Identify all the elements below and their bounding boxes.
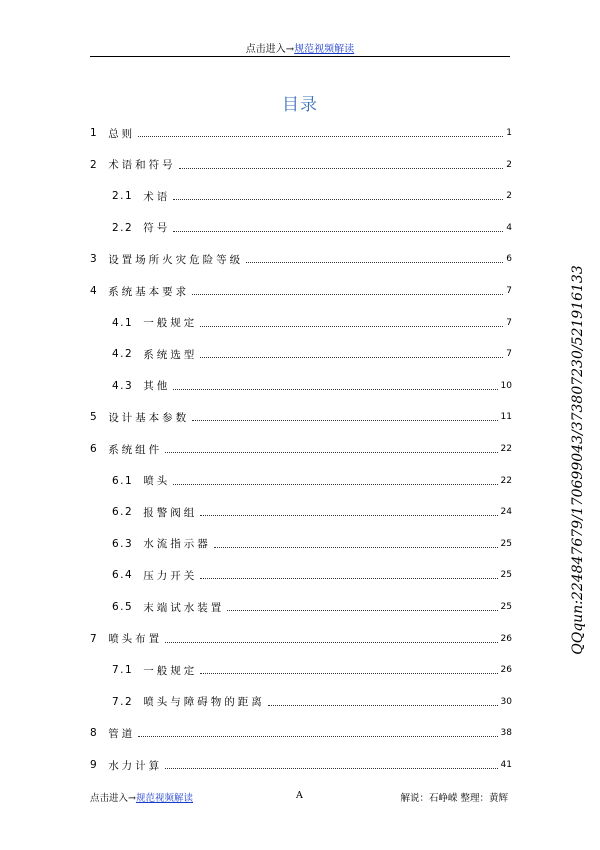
toc-entry-number: 1: [90, 127, 99, 139]
toc-entry-page: 22: [500, 475, 512, 486]
toc-entry-title: 其他: [143, 380, 171, 393]
toc-entry-number: 9: [90, 759, 99, 771]
toc-entry-page: 24: [500, 507, 512, 518]
toc-entry-title: 总则: [108, 127, 136, 140]
toc-entry-page: 30: [500, 696, 512, 707]
toc-entry-title: 一般规定: [143, 317, 198, 330]
toc-dot-leader: [179, 167, 503, 169]
toc-entry-number: 4.2: [112, 348, 134, 361]
toc-entry-title: 术语: [143, 190, 171, 203]
toc-dot-leader: [138, 735, 497, 737]
toc-entry[interactable]: [112, 187, 512, 205]
toc-entry[interactable]: [112, 472, 512, 490]
page-title: 目录: [282, 95, 318, 115]
toc-entry-page: 2: [506, 159, 512, 170]
toc-entry-title: 压力开关: [143, 569, 198, 582]
toc-dot-leader: [173, 483, 497, 485]
toc-entry[interactable]: [112, 566, 512, 584]
toc-dot-leader: [165, 767, 497, 769]
toc-entry[interactable]: [90, 250, 512, 268]
toc-entry-title: 术语和符号: [108, 159, 176, 172]
toc-dot-leader: [200, 325, 503, 327]
toc-entry-number: 6: [90, 443, 99, 455]
toc-entry-number: 6.3: [112, 537, 134, 550]
toc-entry-number: 7: [90, 632, 99, 645]
toc-entry-number: 5: [90, 411, 99, 424]
toc-dot-leader: [246, 261, 503, 263]
toc-dot-leader: [173, 198, 503, 200]
toc-entry-number: 4: [90, 285, 99, 297]
toc-entry-page: 26: [500, 633, 512, 644]
toc-entry-number: 4.1: [112, 316, 134, 329]
toc-entry-number: 2: [90, 158, 99, 171]
toc-entry[interactable]: [90, 630, 512, 648]
toc-dot-leader: [227, 609, 497, 611]
toc-dot-leader: [200, 672, 497, 674]
toc-dot-leader: [165, 451, 497, 453]
toc-entry[interactable]: [90, 440, 512, 458]
toc-entry-title: 系统选型: [143, 348, 198, 361]
header-prefix: 点击进入→: [245, 44, 295, 55]
toc-dot-leader: [268, 704, 498, 706]
toc-entry-number: 2.1: [112, 190, 134, 203]
toc-dot-leader: [173, 230, 503, 232]
toc-entry-number: 6.2: [112, 506, 134, 519]
toc-entry-page: 25: [500, 538, 512, 549]
toc-entry-title: 末端试水装置: [143, 601, 225, 614]
toc-entry-title: 设置场所火灾危险等级: [108, 253, 244, 266]
toc-entry[interactable]: [112, 377, 512, 395]
toc-entry-page: 11: [500, 412, 512, 423]
side-watermark: QQqun:224847679/170699043/373807230/521916133: [570, 265, 586, 655]
toc-entry-title: 水流指示器: [143, 538, 211, 551]
toc-entry-page: 1: [506, 128, 512, 138]
toc-entry-page: 7: [506, 286, 512, 296]
toc-dot-leader: [214, 546, 498, 548]
toc-entry-number: 3: [90, 253, 99, 266]
toc-entry-number: 6.4: [112, 569, 134, 582]
toc-entry[interactable]: [112, 598, 512, 616]
toc-entry[interactable]: [112, 345, 512, 363]
toc-entry-title: 符号: [143, 222, 171, 235]
toc-entry-page: 10: [500, 380, 512, 391]
toc-entry-title: 系统组件: [108, 443, 163, 456]
toc-entry[interactable]: [90, 724, 512, 742]
toc-entry-title: 水力计算: [108, 759, 163, 772]
header-divider: [90, 56, 510, 57]
footer-prefix: 点击进入→: [90, 793, 136, 804]
toc-entry[interactable]: [90, 156, 512, 174]
toc-entry[interactable]: [90, 408, 512, 426]
toc-entry-title: 喷头布置: [108, 633, 163, 646]
toc-entry-page: 4: [506, 222, 512, 233]
toc-entry-title: 报警阀组: [143, 506, 198, 519]
toc-entry-title: 设计基本参数: [108, 411, 190, 424]
toc-dot-leader: [192, 419, 497, 421]
toc-entry[interactable]: [112, 535, 512, 553]
toc-entry-page: 25: [500, 602, 512, 612]
toc-entry-title: 喷头与障碍物的距离: [143, 696, 265, 709]
toc-entry-page: 26: [500, 665, 512, 676]
toc-entry[interactable]: [112, 661, 512, 679]
toc-entry-number: 6.5: [112, 601, 134, 613]
toc-entry-number: 2.2: [112, 221, 134, 234]
toc-entry-number: 6.1: [112, 474, 134, 487]
toc-entry[interactable]: [90, 124, 512, 142]
toc-entry[interactable]: [112, 219, 512, 237]
toc-entry-title: 喷头: [143, 475, 171, 488]
toc-entry-number: 7.2: [112, 695, 134, 708]
toc-entry[interactable]: [112, 503, 512, 521]
toc-dot-leader: [165, 641, 497, 643]
page-header: [90, 40, 510, 55]
toc-entry-title: 一般规定: [143, 664, 198, 677]
toc-entry-page: 6: [506, 254, 512, 265]
toc-entry[interactable]: [90, 282, 512, 300]
toc-entry-number: 4.3: [112, 379, 134, 392]
toc-entry-title: 管道: [108, 727, 136, 740]
toc-dot-leader: [200, 577, 497, 579]
toc-entry-title: 系统基本要求: [108, 285, 190, 298]
toc-dot-leader: [200, 356, 503, 358]
footer-link-group: [90, 790, 193, 804]
footer-credits: 解说：石峥嵘 整理：黄辉: [400, 793, 508, 804]
toc-entry-number: 8: [90, 727, 99, 740]
toc-dot-leader: [200, 514, 497, 516]
toc-entry-page: 7: [506, 317, 512, 328]
toc-dot-leader: [192, 293, 503, 295]
header-video-link[interactable]: 规范视频解读: [294, 44, 355, 55]
toc-entry-page: 2: [506, 191, 512, 202]
toc-entry[interactable]: [112, 314, 512, 332]
toc-entry-page: 41: [500, 760, 512, 770]
toc-entry-page: 25: [500, 570, 512, 581]
toc-dot-leader: [173, 388, 497, 390]
toc-entry-number: 7.1: [112, 664, 134, 677]
toc-entry[interactable]: [90, 756, 512, 774]
toc-entry-page: 22: [500, 444, 512, 454]
toc-entry-page: 7: [506, 349, 512, 360]
footer-video-link[interactable]: 规范视频解读: [135, 793, 193, 804]
toc-entry[interactable]: [112, 693, 512, 711]
footer-page-label: A: [296, 790, 303, 801]
toc-dot-leader: [138, 135, 503, 137]
toc-entry-page: 38: [500, 728, 512, 739]
